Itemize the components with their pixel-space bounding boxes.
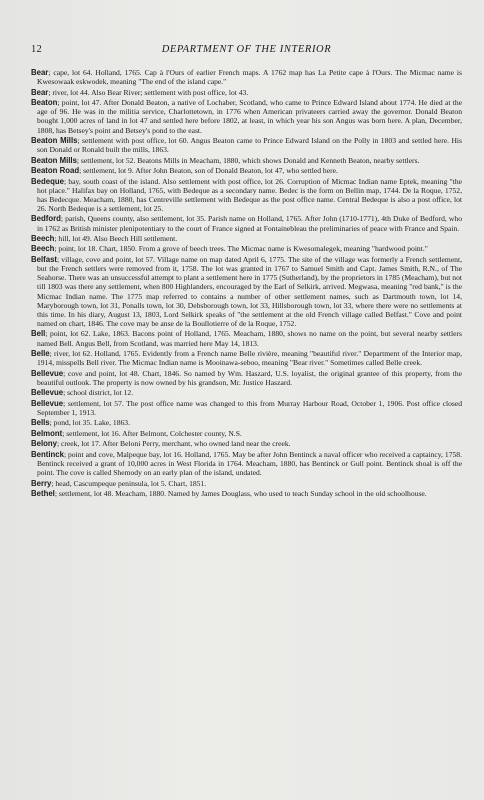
entry-term: Bellevue [31,368,64,378]
entry-term: Belony [31,439,57,449]
entry-term: Belle [31,349,50,359]
gazetteer-entry [31,88,462,97]
gazetteer-entry [31,166,462,175]
entry-text: ; point, lot 18. Chart, 1850. From a grove of beech trees. The Micmac name is Kwesomalegek, meaning "hardwood point." [54,244,428,254]
entry-text: ; school district, lot 12. [63,388,134,398]
entry-text: ; settlement, lot 48. Meacham, 1880. Named by James Douglass, who used to teach Sunday school in the old schoolhouse. [54,488,427,498]
entry-text: ; point and cove, Malpeque bay, lot 16. Holland, 1765. May be after John Bentinck a naval officer who received a captaincy, 1758. Bentinck received a grant of 10,000 acres in West Florida in 1764. Meacham, 1880, has Bentinck or Gull point. Bentinck shoal is off the point. The cove is called Shemody on an early plan of the island, undated. [37,449,462,478]
entry-term: Beaton [31,98,58,108]
gazetteer-entry [31,439,462,448]
entry-text: ; river, lot 44. Also Bear River; settlement with post office, lot 43. [48,87,249,97]
gazetteer-entry [31,177,462,214]
gazetteer-entry [31,68,462,86]
entry-text: ; point, lot 47. After Donald Beaton, a native of Lochaber, Scotland, who came to Prince Edward Island about 1774. He died at the age of 96. He was in the militia service, Charlottetown, in 1776 when American privateers carried away the governor. Donald Beaton bought 1,000 acres of land in lot 47 and settled here before 1802, at least, in which year his son Angus was born here. A plan, December, 1808, has Betsey's point and Betsey's pond to the east. [37,98,462,135]
entry-text: ; bay, south coast of the island. Also settlement with post office, lot 26. Corruption of Micmac Indian name Eptek, meaning "the hot place." Halifax bay on Holland, 1765, with Bedeque as a secondary name. Bedec is the form on Bellin map, 1744. De la Roque, 1752, has Bedecque. Meacham, 1880, has Centreville settlement with Bedeque as the post office name. Central Bedeque is also a post office, lot 26. North Bedeque is a settlement, lot 25. [37,176,462,213]
gazetteer-entry [31,255,462,328]
entry-text: ; cape, lot 64. Holland, 1765. Cap à l'Ours of earlier French maps. A 1762 map has La Petite cape à l'Ours. The Micmac name is Kwesowaak eskwodek, meaning "The end of the island cape." [37,68,462,87]
entry-text: ; pond, lot 35. Lake, 1863. [49,418,130,428]
entry-term: Belmont [31,428,63,438]
gazetteer-entry [31,450,462,477]
entry-text: ; settlement with post office, lot 60. Angus Beaton came to Prince Edward Island on the Polly in 1803 and settled here. His son Donald or Ronald built the mills, 1863. [37,135,462,155]
page-header [31,44,462,58]
gazetteer-entry [31,429,462,438]
gazetteer-entry [31,418,462,427]
entry-text: ; head, Cascumpeque peninsula, lot 5. Chart, 1851. [51,478,207,488]
entry-term: Bellevue [31,388,64,398]
gazetteer-entry [31,399,462,417]
gazetteer-entry [31,98,462,135]
entry-text: ; settlement, lot 16. After Belmont, Colchester county, N.S. [62,428,242,438]
entry-term: Beaton Road [31,166,80,176]
entry-text: ; point, lot 62. Lake, 1863. Bacons point of Holland, 1765. Meacham, 1880, shows no name on the point, but several nearby settlers named Bell. Angus Bell, from Scotland, was married here May 14, 1813. [37,329,462,348]
entry-text: ; settlement, lot 9. After John Beaton, son of Donald Beaton, lot 47, who settled here. [79,166,338,176]
entry-text: ; settlement, lot 57. The post office name was changed to this from Murray Harbour Road, October 1, 1906. Post office closed September 1, 1913. [37,398,462,417]
gazetteer-entry [31,156,462,165]
gazetteer-entry [31,244,462,253]
gazetteer-entry [31,489,462,498]
entry-term: Bethel [31,488,55,498]
entry-term: Bells [31,418,50,428]
gazetteer-entry [31,479,462,488]
gazetteer-entry [31,214,462,232]
entry-term: Beech [31,244,55,254]
entry-term: Bear [31,68,49,77]
entry-term: Bentinck [31,449,64,459]
entry-text: ; parish, Queens county, also settlement, lot 35. Parish name on Holland, 1765. After John (1710-1771), 4th Duke of Bedford, who in 1762 as British minister plenipotentiary to the court of France signed at Fontainebleau the preliminaries of peace with France and Spain. [37,214,462,233]
running-title: DEPARTMENT OF THE INTERIOR [161,44,332,55]
entry-term: Bell [31,329,46,339]
entry-text: ; village, cove and point, lot 57. Village name on map dated April 6, 1775. The site of the village was formerly a French settlement, but the French settlers were removed from it, 1758. The lot was granted in 1767 to Samuel Smith and Capt. James Smith, R.N., of The Seahorse. There was an unsuccessful attempt to plant a settlement here in 1775 (Sutherland), by the proprietors in 1785 (Meacham), but not till 1803 was there any settlement, when 800 Highlanders, encouraged by the Earl of Selkirk, arrived. Megwasa, meaning "red bank," is the Micmac Indian name. The 1775 map referred to contains a number of other settlement names, such as Dartmouth town, lot 14, Maryborough town, lot 31, Ponalls town, lot 30, Debsborough town, lot 33, Hillsborough town, lot 33, where there were no settlements at this time. In his diary, August 13, 1803, Lord Selkirk speaks of "the settlement at the old French village called Belfast." Cove and point named on chart, 1846. The cove may be anse de la Boullotierre of de la Roque, 1752. [37,254,462,329]
gazetteer-entry [31,329,462,347]
entry-term: Beech [31,234,55,244]
entry-text: ; hill, lot 49. Also Beech Hill settlement. [54,234,178,244]
page-number: 12 [31,44,42,55]
gazetteer-entry [31,234,462,243]
entry-text: ; settlement, lot 52. Beatons Mills in Meacham, 1880, which shows Donald and Kenneth Beaton, nearby settlers. [76,155,420,165]
entry-text: ; river, lot 62. Holland, 1765. Evidently from a French name Belle rivière, meaning "beautiful river." Department of the Interior map, 1914, misspells Bell river. The Micmac Indian name is Mooinawa-seboo, meaning "Bear river." Sometimes called Belle creek. [37,349,462,368]
entry-term: Bedeque [31,176,64,186]
entry-term: Beaton Mills [31,135,78,145]
gazetteer-entry [31,349,462,367]
entry-term: Belfast [31,254,57,264]
entry-text: ; creek, lot 17. After Beloni Perry, merchant, who owned land near the creek. [57,439,291,449]
gazetteer-entry [31,136,462,154]
gazetteer-entry [31,388,462,397]
entry-term: Berry [31,478,52,488]
entry-text: ; cove and point, lot 48. Chart, 1846. So named by Wm. Haszard, U.S. loyalist, the original grantee of this property, from the beautiful outlook. The property is now owned by his grandson, Mr. Justice Haszard. [37,368,462,387]
entry-term: Bear [31,87,49,97]
gazetteer-entry [31,369,462,387]
entry-term: Bellevue [31,398,64,408]
entry-term: Bedford [31,214,61,224]
entry-term: Beaton Mills [31,155,77,165]
gazetteer-entries [31,68,462,498]
